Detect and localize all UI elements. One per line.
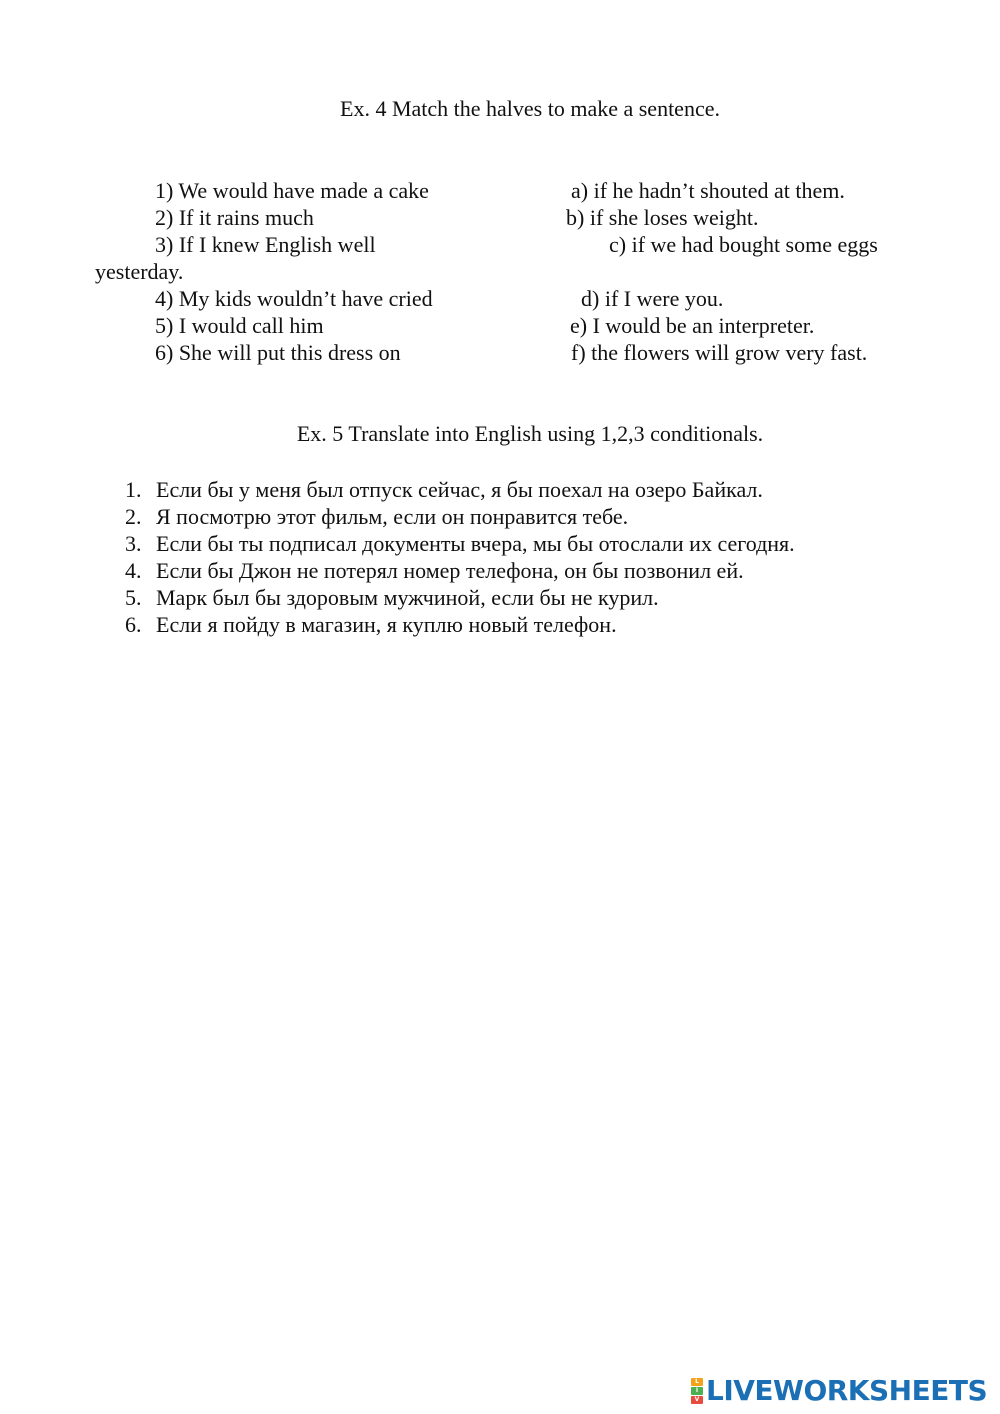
logo-block-i: I	[691, 1387, 703, 1395]
translation-list	[125, 476, 795, 638]
match-right-b: b) if she loses weight.	[566, 205, 759, 230]
match-left-2: 2) If it rains much	[155, 205, 314, 230]
list-item-text: Если бы у меня был отпуск сейчас, я бы поехал на озеро Байкал.	[156, 477, 763, 502]
logo-blocks-icon	[691, 1378, 703, 1404]
list-item	[125, 557, 795, 584]
match-left-1: 1) We would have made a cake	[155, 178, 429, 203]
match-right-e: e) I would be an interpreter.	[570, 313, 815, 338]
logo-block-l: L	[691, 1378, 703, 1386]
match-right-f: f) the flowers will grow very fast.	[571, 340, 868, 365]
list-item-number: 5.	[125, 585, 142, 610]
list-item	[125, 476, 795, 503]
list-item	[125, 584, 795, 611]
list-item-text: Я посмотрю этот фильм, если он понравится тебе.	[156, 504, 629, 529]
list-item	[125, 503, 795, 530]
list-item-number: 1.	[125, 477, 142, 502]
match-right-c: c) if we had bought some eggs	[609, 232, 878, 257]
list-item	[125, 611, 795, 638]
match-right-c-continuation: yesterday.	[95, 259, 184, 284]
list-item-number: 4.	[125, 558, 142, 583]
logo-block-v: V	[691, 1396, 703, 1404]
match-left-6: 6) She will put this dress on	[155, 340, 401, 365]
match-right-a: a) if he hadn’t shouted at them.	[571, 178, 845, 203]
match-left-4: 4) My kids wouldn’t have cried	[155, 286, 433, 311]
list-item-text: Если бы ты подписал документы вчера, мы бы отослали их сегодня.	[156, 531, 795, 556]
list-item-number: 2.	[125, 504, 142, 529]
list-item	[125, 530, 795, 557]
exercise-5-title: Ex. 5 Translate into English using 1,2,3 conditionals.	[296, 421, 764, 446]
list-item-number: 6.	[125, 612, 142, 637]
list-item-text: Марк был бы здоровым мужчиной, если бы не курил.	[156, 585, 659, 610]
match-left-5: 5) I would call him	[155, 313, 324, 338]
liveworksheets-logo	[691, 1374, 987, 1408]
match-left-3: 3) If I knew English well	[155, 232, 376, 257]
list-item-text: Если бы Джон не потерял номер телефона, он бы позвонил ей.	[156, 558, 744, 583]
list-item-number: 3.	[125, 531, 142, 556]
exercise-4-title: Ex. 4 Match the halves to make a sentence.	[340, 96, 720, 121]
list-item-text: Если я пойду в магазин, я куплю новый телефон.	[156, 612, 617, 637]
match-right-d: d) if I were you.	[581, 286, 724, 311]
logo-text: LIVEWORKSHEETS	[706, 1374, 988, 1407]
